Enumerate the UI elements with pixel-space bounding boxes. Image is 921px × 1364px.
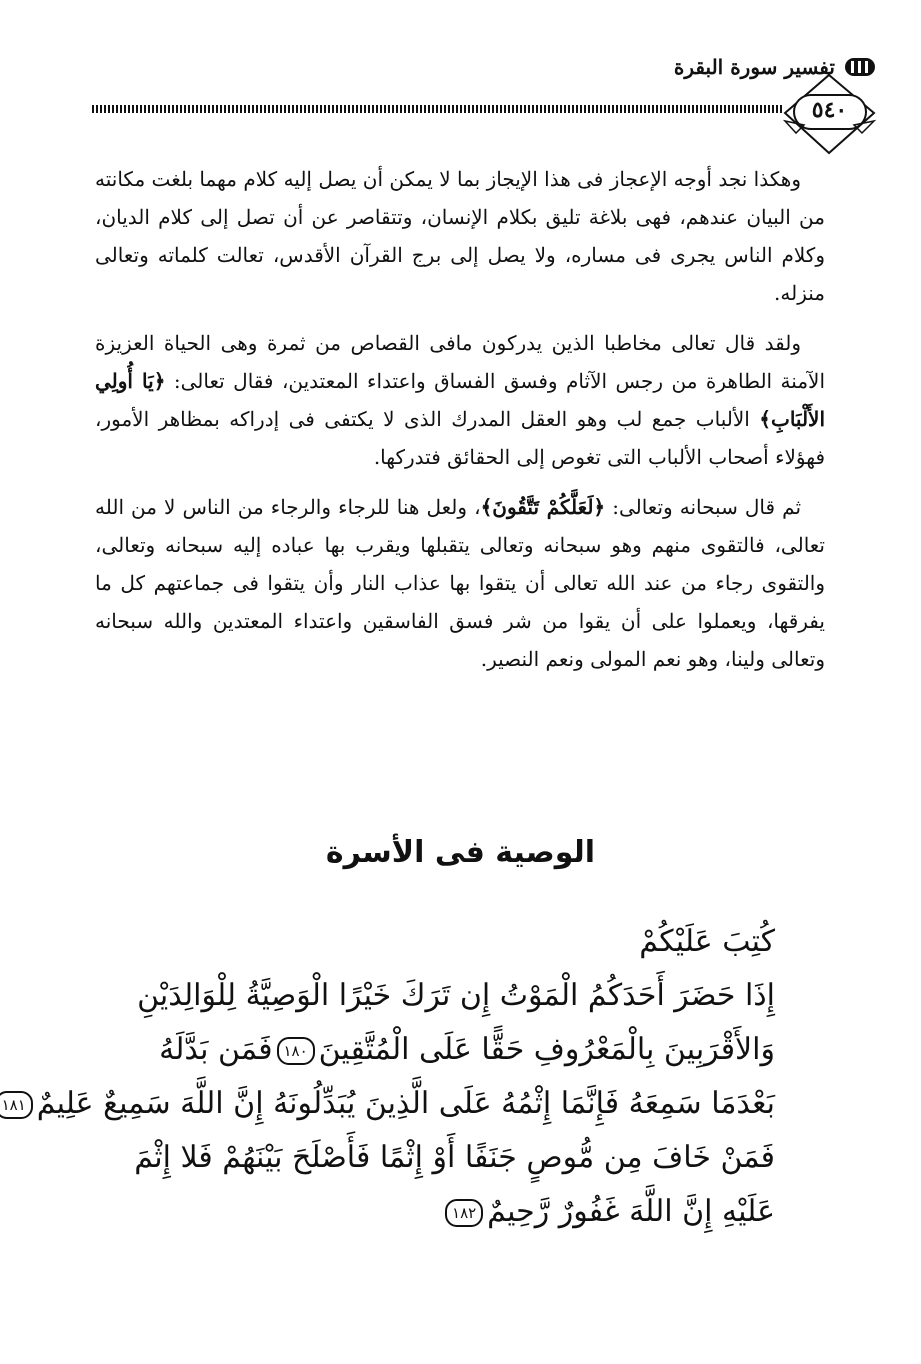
running-title-text: تفسير سورة البقرة <box>673 55 835 79</box>
ayah-number-marker: ١٨٢ <box>445 1199 483 1227</box>
paragraph-1: وهكذا نجد أوجه الإعجاز فى هذا الإيجاز بما لا يمكن أن يصل إليه كلام مهما بلغت مكانته من البيان عندهم، فهى بلاغة تليق بكلام الإنسان، وتتقاصر عن أن تصل إلى كلام الديان، وكلام الناس يجرى فى مساره، ولا يصل إلى برج القرآن الأقدس، تعالت كلماته وتعالى منزله. <box>95 167 825 305</box>
page-header <box>92 55 877 155</box>
ayah-number-marker: ١٨١ <box>0 1091 33 1119</box>
verse-line: فَمَنْ خَافَ مِن مُّوصٍ جَنَفًا أَوْ إِثْمًا فَأَصْلَحَ بَيْنَهُمْ فَلا إِثْمَ <box>134 1140 775 1175</box>
section-title: الوصية فى الأسرة <box>325 835 596 870</box>
verse-line: بَعْدَمَا سَمِعَهُ فَإِنَّمَا إِثْمُهُ عَلَى الَّذِينَ يُبَدِّلُونَهُ إِنَّ اللَّهَ سَمِيعٌ عَلِيمٌ١٨١ <box>175 1077 775 1131</box>
header-rule <box>92 105 782 113</box>
paragraph-2: ولقد قال تعالى مخاطبا الذين يدركون مافى القصاص من ثمرة وهى الحياة العزيزة الآمنة الطاهرة من رجس الآثام وفسق الفساق واعتداء المعتدين، فقال تعالى: ﴿يَا أُولِي الأَلْبَابِ﴾ الألباب جمع لب وهو العقل المدرك الذى لا يكتفى فى إدراكه بمظاهر الأمور، فهؤلاء أصحاب الألباب التى تغوص إلى الحقائق فتدركها. <box>95 331 825 469</box>
page-number: ٥٤٠ <box>811 97 848 123</box>
verse-line: إِذَا حَضَرَ أَحَدَكُمُ الْمَوْتُ إِن تَرَكَ خَيْرًا الْوَصِيَّةُ لِلْوَالِدَيْنِ <box>137 978 775 1013</box>
quran-verse-block <box>1 915 775 1239</box>
verse-line: كُتِبَ عَلَيْكُمْ <box>639 924 775 959</box>
page-number-badge <box>782 73 877 155</box>
paragraph-3: ثم قال سبحانه وتعالى: ﴿لَعَلَّكُمْ تَتَّقُونَ﴾، ولعل هنا للرجاء والرجاء من الناس لا من الله تعالى، فالتقوى منهم وهو سبحانه وتعالى يتقبلها ويقرب بها عباده إليه سبحانه وتعالى، والتقوى رجاء من عند الله تعالى أن يتقوا بها عذاب النار وأن يتقوا فى جماعتهم كل ما يفرقها، ويعملوا على أن يقوا من شر فسق الفاسقين واعتداء المعتدين والله سبحانه وتعالى ولينا، وهو نعم المولى ونعم النصير. <box>95 495 825 671</box>
ayah-number-marker: ١٨٠ <box>277 1037 315 1065</box>
quran-quote: ﴿يَا أُولِي الأَلْبَابِ﴾ <box>95 369 825 431</box>
body-text <box>95 160 825 690</box>
verse-line: عَلَيْهِ إِنَّ اللَّهَ غَفُورٌ رَّحِيمٌ١٨٢ <box>175 1185 775 1239</box>
verse-line: وَالأَقْرَبِينَ بِالْمَعْرُوفِ حَقًّا عَلَى الْمُتَّقِينَ١٨٠فَمَن بَدَّلَهُ <box>159 1032 775 1067</box>
quran-quote: ﴿لَعَلَّكُمْ تَتَّقُونَ﴾ <box>480 495 606 519</box>
